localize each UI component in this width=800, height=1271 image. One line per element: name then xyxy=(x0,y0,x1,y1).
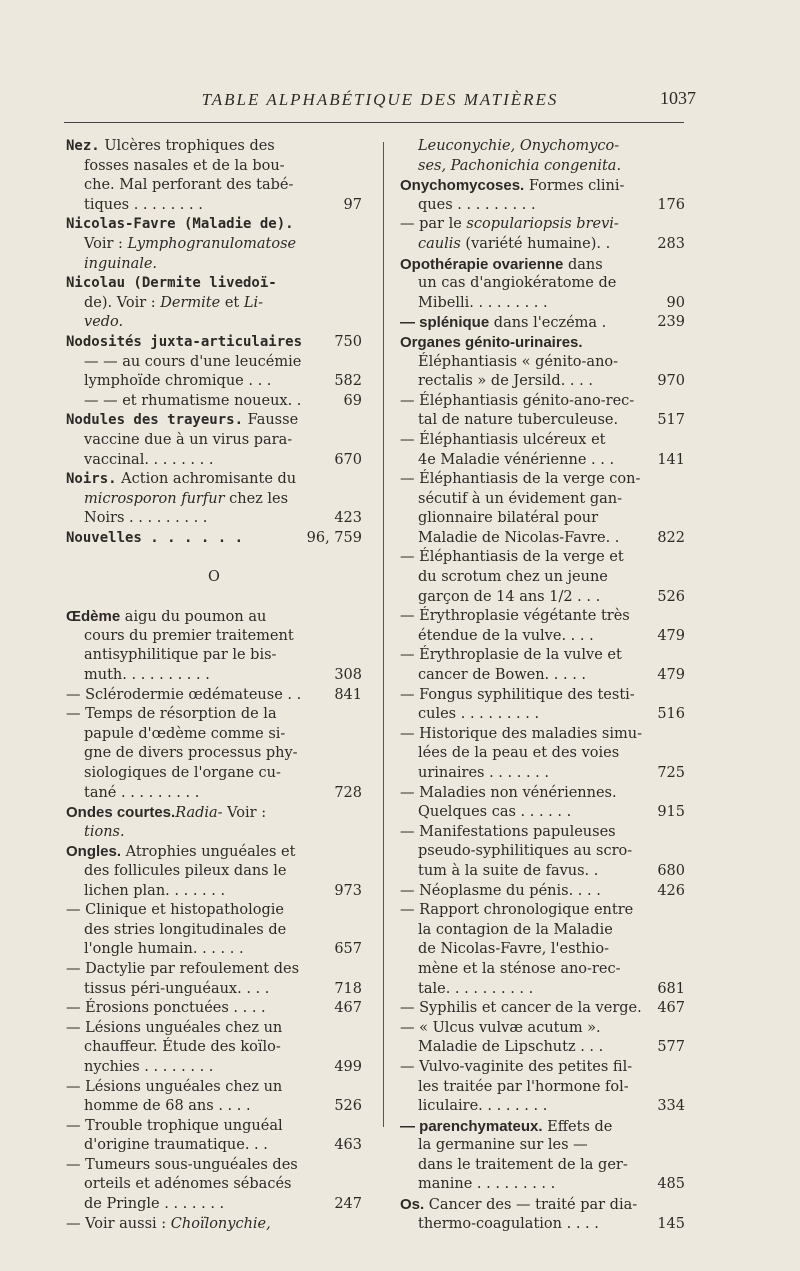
page-reference: 657 xyxy=(334,941,362,958)
entry-text: de). Voir : xyxy=(84,294,161,311)
page-reference: 517 xyxy=(657,412,685,429)
index-line xyxy=(400,274,685,294)
page-reference: 970 xyxy=(657,373,685,390)
index-line xyxy=(66,137,362,157)
index-headword: — splénique xyxy=(400,314,490,332)
entry-text: — Érosions ponctuées . . . . xyxy=(66,1000,266,1017)
entry-text: et xyxy=(220,294,244,311)
entry-text: des stries longitudinales de xyxy=(84,921,287,938)
entry-text: 4e Maladie vénérienne . . . xyxy=(418,451,615,468)
italic-reference: vedo. xyxy=(84,314,124,331)
page-reference: 463 xyxy=(334,1137,362,1154)
entry-text: d'origine traumatique. . . xyxy=(84,1137,268,1154)
index-line xyxy=(66,176,362,196)
page-reference: 145 xyxy=(657,1215,685,1232)
entry-text: orteils et adénomes sébacés xyxy=(84,1176,292,1193)
page-reference: 467 xyxy=(334,1000,362,1017)
entry-text: lymphoïde chromique . . . xyxy=(84,373,272,390)
italic-reference: Leuconychie, Onychomyco- xyxy=(418,138,620,154)
entry-text: Maladie de Nicolas-Favre. . xyxy=(418,529,620,546)
entry-text: fosses nasales et de la bou- xyxy=(84,157,285,174)
entry-text: — Éléphantiasis génito-ano-rec- xyxy=(400,392,635,409)
page-reference: 725 xyxy=(657,765,685,781)
index-line xyxy=(400,960,685,980)
italic-reference: caulis xyxy=(418,235,461,252)
entry-text: — Maladies non vénériennes. xyxy=(400,784,617,801)
entry-text: — Vulvo-vaginite des petites fil- xyxy=(400,1058,633,1075)
entry-text: papule d'œdème comme si- xyxy=(84,725,286,742)
page-reference: 334 xyxy=(657,1098,685,1115)
index-line xyxy=(400,823,685,843)
index-line xyxy=(400,490,685,510)
page-reference: 822 xyxy=(657,529,685,546)
page-reference: 423 xyxy=(334,510,362,527)
index-headword: Nodosités juxta-articulaires xyxy=(66,333,303,350)
entry-text: Action achromisante du xyxy=(116,471,297,488)
right-column xyxy=(400,137,685,1234)
entry-text: — Éléphantiasis ulcéreux et xyxy=(400,431,606,448)
index-line xyxy=(400,588,685,608)
index-line xyxy=(66,1156,362,1176)
entry-text: tum à la suite de favus. . xyxy=(418,862,599,879)
index-line xyxy=(400,372,685,392)
index-line xyxy=(400,313,685,333)
entry-text: — Manifestations papuleuses xyxy=(400,823,616,840)
page-reference: 97 xyxy=(343,196,362,213)
index-line xyxy=(66,627,362,647)
page-reference: 479 xyxy=(657,667,685,684)
index-line xyxy=(66,999,362,1019)
entry-text: dans l'eczéma . xyxy=(489,315,607,332)
entry-text: — Fongus syphilitique des testi- xyxy=(400,686,635,703)
entry-text: cours du premier traitement xyxy=(84,627,294,644)
page-reference: 69 xyxy=(343,392,362,409)
page-reference: 526 xyxy=(657,588,685,605)
index-line xyxy=(400,411,685,431)
index-line xyxy=(400,1156,685,1176)
entry-text: tiques . . . . . . . . xyxy=(84,196,203,213)
left-column xyxy=(66,137,362,1234)
entry-text: glionnaire bilatéral pour xyxy=(418,510,599,527)
entry-text: rectalis » de Jersild. . . . xyxy=(418,373,593,390)
entry-text: la germanine sur les — xyxy=(418,1137,588,1154)
entry-text: Fausse xyxy=(243,412,299,429)
entry-text: — — et rhumatisme noueux. . xyxy=(84,392,302,409)
entry-text: Quelques cas . . . . . . xyxy=(418,804,572,821)
entry-text: cancer de Bowen. . . . . xyxy=(418,667,587,684)
entry-text: — Tumeurs sous-unguéales des xyxy=(66,1156,298,1173)
index-headword: Œdème xyxy=(66,608,121,626)
index-line xyxy=(66,744,362,764)
index-line xyxy=(66,980,362,1000)
entry-text: Cancer des — traité par dia- xyxy=(424,1197,638,1214)
index-line xyxy=(66,529,362,549)
index-line xyxy=(66,940,362,960)
entry-text: Effets de xyxy=(542,1118,613,1135)
index-line xyxy=(66,1078,362,1098)
page-reference: 426 xyxy=(657,882,685,899)
entry-text: — Dactylie par refoulement des xyxy=(66,960,300,977)
page-reference: 582 xyxy=(334,373,362,390)
index-headword: Nez. xyxy=(66,138,100,154)
index-headword: Opothérapie ovarienne xyxy=(400,255,564,273)
entry-text: tané . . . . . . . . . xyxy=(84,784,200,801)
entry-text: liculaire. . . . . . . . xyxy=(418,1098,548,1115)
entry-text: manine . . . . . . . . . xyxy=(418,1176,556,1193)
entry-text: urinaires . . . . . . . xyxy=(418,765,550,781)
index-headword: Nicolau (Dermite livedoï- xyxy=(66,275,277,292)
italic-reference: tions. xyxy=(84,823,125,840)
index-line xyxy=(66,842,362,862)
index-line xyxy=(400,999,685,1019)
index-line xyxy=(66,1136,362,1156)
index-line xyxy=(400,784,685,804)
index-line xyxy=(400,744,685,764)
index-line xyxy=(66,1058,362,1078)
entry-text: Atrophies unguéales et xyxy=(121,844,296,861)
entry-text: l'ongle humain. . . . . . xyxy=(84,941,244,958)
entry-text: chez les xyxy=(224,490,289,507)
entry-text: de Nicolas-Favre, l'esthio- xyxy=(418,941,609,958)
entry-text: — Lésions unguéales chez un xyxy=(66,1019,283,1036)
entry-text: — Clinique et histopathologie xyxy=(66,902,284,919)
index-line xyxy=(400,1175,685,1195)
entry-text: Formes clini- xyxy=(524,178,625,195)
index-line xyxy=(66,1195,362,1215)
page-reference: 479 xyxy=(657,627,685,644)
index-line xyxy=(400,803,685,823)
entry-text: vaccine due à un virus para- xyxy=(84,431,293,448)
page-reference: 680 xyxy=(657,862,685,879)
index-line xyxy=(400,353,685,373)
index-line xyxy=(400,235,685,255)
entry-text: dans le traitement de la ger- xyxy=(418,1156,628,1173)
italic-reference: microsporon furfur xyxy=(84,490,225,507)
index-headword: Ongles. xyxy=(66,843,122,861)
page-reference: 973 xyxy=(334,882,362,899)
entry-text: — Historique des maladies simu- xyxy=(400,725,642,742)
index-line xyxy=(400,627,685,647)
index-line xyxy=(66,490,362,510)
page-reference: 90 xyxy=(666,294,685,311)
page-reference: 499 xyxy=(334,1058,362,1075)
index-line xyxy=(66,1038,362,1058)
index-line xyxy=(400,509,685,529)
index-line xyxy=(66,666,362,686)
index-line xyxy=(400,470,685,490)
index-line xyxy=(66,333,362,353)
index-line xyxy=(400,862,685,882)
index-headword: — parenchymateux. xyxy=(400,1117,543,1135)
italic-reference: ses, Pachonichia congenita. xyxy=(418,157,622,174)
page-reference: 176 xyxy=(657,196,685,213)
index-line xyxy=(400,1019,685,1039)
entry-text: — Temps de résorption de la xyxy=(66,706,277,723)
index-line xyxy=(66,823,362,843)
page-reference: 283 xyxy=(657,235,685,252)
entry-text: — « Ulcus vulvæ acutum ». xyxy=(400,1019,601,1036)
page-reference: 516 xyxy=(657,706,685,723)
entry-text: lées de la peau et des voies xyxy=(418,745,620,762)
index-line xyxy=(400,646,685,666)
entry-text: mène et la sténose ano-rec- xyxy=(418,960,621,977)
index-line xyxy=(400,686,685,706)
entry-text: de Pringle . . . . . . . xyxy=(84,1196,225,1213)
index-line xyxy=(66,1097,362,1117)
section-letter: O xyxy=(208,569,220,586)
entry-text: cules . . . . . . . . . xyxy=(418,706,540,723)
index-line xyxy=(66,294,362,314)
index-line xyxy=(66,705,362,725)
entry-text: un cas d'angiokératome de xyxy=(418,275,617,292)
italic-reference: inguinale. xyxy=(84,255,158,272)
index-line xyxy=(400,705,685,725)
header-rule xyxy=(64,122,684,123)
index-line xyxy=(400,666,685,686)
index-line xyxy=(66,882,362,902)
page-reference: 96, 759 xyxy=(306,529,362,546)
entry-text: des follicules pileux dans le xyxy=(84,862,287,879)
index-line xyxy=(400,1058,685,1078)
entry-text: tissus péri-unguéaux. . . . xyxy=(84,980,270,997)
index-line xyxy=(400,882,685,902)
italic-reference: Radia- xyxy=(175,805,223,822)
page-reference: 670 xyxy=(334,451,362,468)
italic-reference: Dermite xyxy=(160,294,221,311)
index-line xyxy=(400,901,685,921)
entry-text: nychies . . . . . . . . xyxy=(84,1058,214,1075)
index-line xyxy=(66,725,362,745)
index-line xyxy=(66,451,362,471)
italic-reference: Choïlonychie, xyxy=(170,1215,271,1232)
entry-text: étendue de la vulve. . . . xyxy=(418,627,594,644)
index-line xyxy=(66,1215,362,1235)
index-headword: Nouvelles . . . . . . xyxy=(66,529,244,546)
page-reference: 239 xyxy=(657,314,685,331)
index-line xyxy=(400,1195,685,1215)
index-line xyxy=(66,255,362,275)
entry-text: Voir : xyxy=(222,805,267,822)
entry-text: lichen plan. . . . . . . xyxy=(84,882,226,899)
entry-text: — Lésions unguéales chez un xyxy=(66,1078,283,1095)
index-headword: Organes génito-urinaires. xyxy=(400,333,583,351)
index-line xyxy=(66,960,362,980)
entry-text: homme de 68 ans . . . . xyxy=(84,1098,251,1115)
index-line xyxy=(400,842,685,862)
entry-text: (variété humaine). . xyxy=(460,235,611,252)
running-title: TABLE ALPHABÉTIQUE DES MATIÈRES xyxy=(201,90,559,109)
entry-text: — Sclérodermie œdémateuse . . xyxy=(66,686,302,703)
index-line xyxy=(66,392,362,412)
entry-text: — Éléphantiasis de la verge con- xyxy=(400,471,641,488)
entry-text: thermo-coagulation . . . . xyxy=(418,1215,599,1232)
index-line xyxy=(400,548,685,568)
index-line xyxy=(400,137,685,157)
entry-text: — Voir aussi : xyxy=(66,1215,171,1232)
index-line xyxy=(66,646,362,666)
index-line xyxy=(66,1019,362,1039)
entry-text: garçon de 14 ans 1/2 . . . xyxy=(418,588,601,605)
index-line xyxy=(400,607,685,627)
index-line xyxy=(400,1078,685,1098)
index-line xyxy=(400,196,685,216)
index-line xyxy=(66,215,362,235)
index-line xyxy=(400,529,685,549)
page-reference: 308 xyxy=(334,667,362,684)
italic-reference: Lymphogranulomatose xyxy=(127,235,297,252)
index-line xyxy=(400,1038,685,1058)
entry-text: Mibelli. . . . . . . . . xyxy=(418,294,548,311)
index-line xyxy=(66,509,362,529)
page-reference: 728 xyxy=(334,784,362,801)
page-reference: 485 xyxy=(657,1176,685,1193)
page-reference: 718 xyxy=(334,980,362,997)
index-line xyxy=(66,411,362,431)
entry-text: antisyphilitique par le bis- xyxy=(84,647,277,664)
index-line xyxy=(66,784,362,804)
index-line xyxy=(66,607,362,627)
entry-text: — Érythroplasie végétante très xyxy=(400,608,630,625)
index-line xyxy=(66,588,362,608)
index-line xyxy=(400,157,685,177)
index-line xyxy=(66,157,362,177)
index-line xyxy=(400,940,685,960)
entry-text: Ulcères trophiques des xyxy=(99,138,275,154)
entry-text: Voir : xyxy=(84,235,128,252)
entry-text: pseudo-syphilitiques au scro- xyxy=(418,843,633,860)
entry-text: tal de nature tuberculeuse. xyxy=(418,412,619,429)
index-headword: Os. xyxy=(400,1196,425,1214)
entry-text: du scrotum chez un jeune xyxy=(418,569,608,586)
page-number: 1037 xyxy=(660,88,696,108)
italic-reference: Li- xyxy=(243,294,264,311)
index-line xyxy=(400,980,685,1000)
index-line xyxy=(400,1215,685,1235)
page-reference: 141 xyxy=(657,451,685,468)
index-line xyxy=(66,372,362,392)
index-line xyxy=(66,235,362,255)
index-line xyxy=(400,764,685,784)
index-line xyxy=(400,725,685,745)
index-line xyxy=(66,803,362,823)
entry-text: — Syphilis et cancer de la verge. xyxy=(400,1000,642,1017)
entry-text: — Néoplasme du pénis. . . . xyxy=(400,882,601,899)
entry-text: — par le xyxy=(400,216,467,233)
entry-text: — Trouble trophique unguéal xyxy=(66,1117,283,1134)
index-line xyxy=(400,921,685,941)
index-headword: Nodules des trayeurs. xyxy=(66,412,244,429)
index-line xyxy=(66,921,362,941)
page-reference: 247 xyxy=(334,1196,362,1213)
page-reference: 577 xyxy=(657,1039,685,1056)
entry-text: chauffeur. Étude des koïlo- xyxy=(84,1039,281,1056)
index-line xyxy=(400,294,685,314)
index-line xyxy=(400,1136,685,1156)
page-reference: 841 xyxy=(334,686,362,703)
entry-text: Maladie de Lipschutz . . . xyxy=(418,1039,604,1056)
index-line xyxy=(400,431,685,451)
page-reference: 526 xyxy=(334,1098,362,1115)
entry-text: la contagion de la Maladie xyxy=(418,921,613,938)
page-reference: 915 xyxy=(657,804,685,821)
index-line xyxy=(66,901,362,921)
index-line xyxy=(66,686,362,706)
entry-text: aigu du poumon au xyxy=(120,609,267,626)
entry-text: muth. . . . . . . . . . xyxy=(84,667,210,684)
index-line xyxy=(66,764,362,784)
index-line xyxy=(66,196,362,216)
index-line xyxy=(400,333,685,353)
index-line xyxy=(400,176,685,196)
index-line xyxy=(400,392,685,412)
index-headword: Onychomycoses. xyxy=(400,177,525,195)
index-line xyxy=(66,431,362,451)
index-line xyxy=(66,470,362,490)
index-headword: Noirs. xyxy=(66,471,117,488)
index-line xyxy=(66,1175,362,1195)
entry-text: Éléphantiasis « génito-ano- xyxy=(418,353,619,370)
index-line xyxy=(66,548,362,568)
entry-text: che. Mal perforant des tabé- xyxy=(84,177,294,194)
index-line xyxy=(400,255,685,275)
column-divider xyxy=(383,142,384,1127)
entry-text: — Rapport chronologique entre xyxy=(400,902,634,919)
index-line xyxy=(66,313,362,333)
index-line xyxy=(66,1117,362,1137)
entry-text: — Érythroplasie de la vulve et xyxy=(400,647,622,664)
page-reference: 681 xyxy=(657,980,685,997)
index-line xyxy=(400,215,685,235)
italic-reference: scopulariopsis brevi- xyxy=(466,216,619,233)
entry-text: — Éléphantiasis de la verge et xyxy=(400,549,624,566)
entry-text: Noirs . . . . . . . . . xyxy=(84,510,208,527)
index-headword: Ondes courtes. xyxy=(66,804,176,822)
entry-text: gne de divers processus phy- xyxy=(84,745,298,762)
index-line xyxy=(66,353,362,373)
entry-text: les traitée par l'hormone fol- xyxy=(418,1078,629,1095)
entry-text: vaccinal. . . . . . . . xyxy=(84,451,214,468)
entry-text: — — au cours d'une leucémie xyxy=(84,353,302,370)
page-reference: 750 xyxy=(334,333,362,350)
index-line xyxy=(66,862,362,882)
entry-text: siologiques de l'organe cu- xyxy=(84,765,281,781)
index-line xyxy=(400,1117,685,1137)
entry-text: dans xyxy=(563,256,603,273)
entry-text: ques . . . . . . . . . xyxy=(418,196,536,213)
index-line xyxy=(400,451,685,471)
index-line xyxy=(66,274,362,294)
entry-text: sécutif à un évidement gan- xyxy=(418,490,623,507)
index-line xyxy=(66,568,362,588)
index-line xyxy=(400,1097,685,1117)
page-reference: 467 xyxy=(657,1000,685,1017)
index-headword: Nicolas-Favre (Maladie de). xyxy=(66,216,294,233)
index-line xyxy=(400,568,685,588)
entry-text: tale. . . . . . . . . . xyxy=(418,980,534,997)
